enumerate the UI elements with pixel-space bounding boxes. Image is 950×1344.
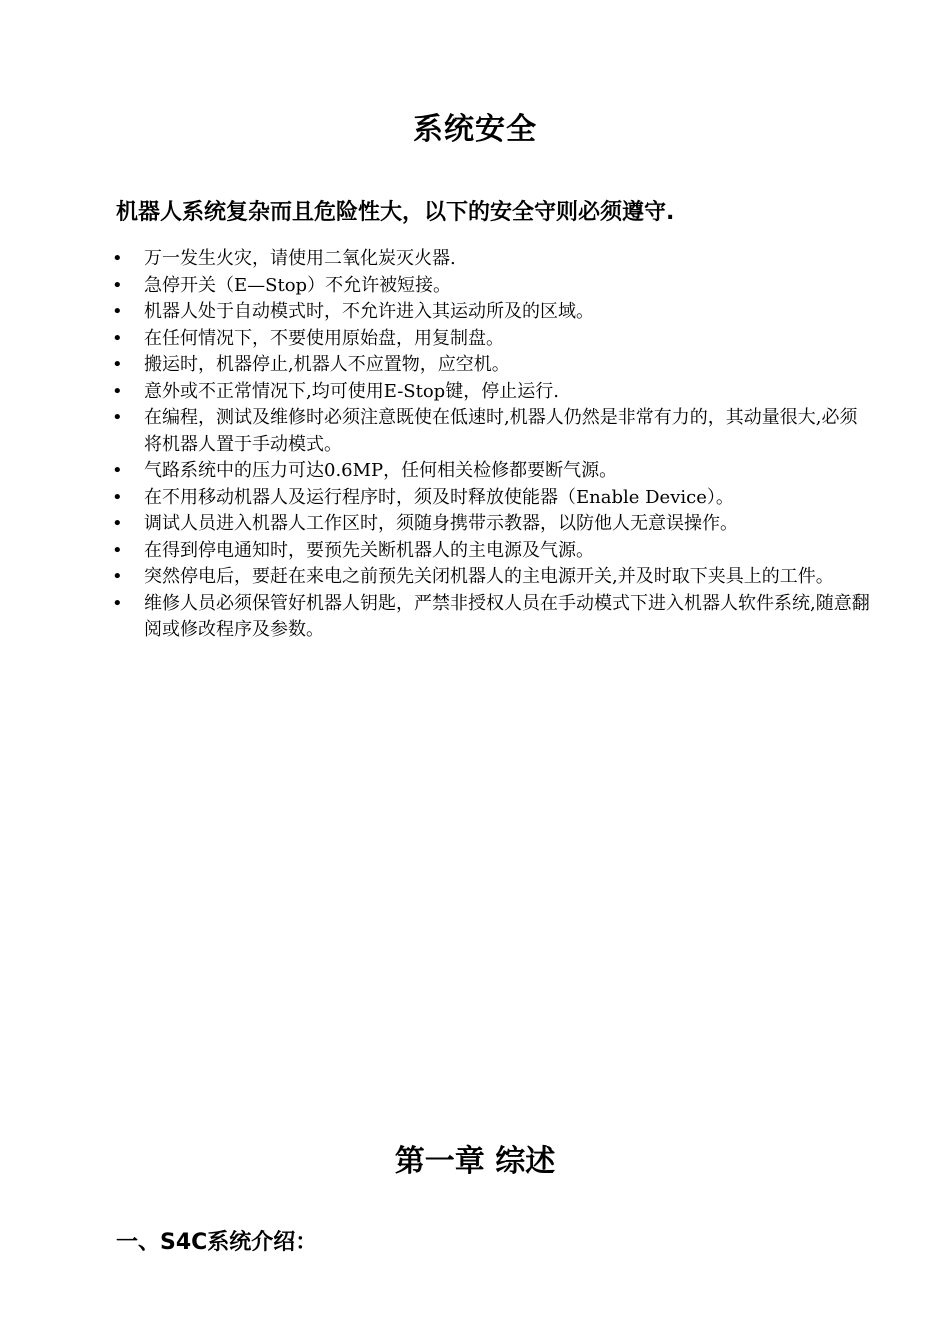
bullet-icon: • bbox=[112, 566, 123, 587]
safety-rule-item bbox=[112, 246, 872, 273]
page-title: 系统安全 bbox=[413, 112, 537, 147]
bullet-icon: • bbox=[112, 301, 123, 322]
bullet-icon: • bbox=[112, 327, 123, 349]
safety-rule-text: 在任何情况下，不要使用原始盘，用复制盘。 bbox=[144, 327, 504, 349]
bullet-icon: • bbox=[112, 354, 123, 375]
safety-rule-text: 急停开关（E—Stop）不允许被短接。 bbox=[144, 274, 452, 296]
safety-rules-list bbox=[112, 246, 872, 644]
safety-rule-text: 搬运时，机器停止,机器人不应置物，应空机。 bbox=[144, 354, 510, 375]
safety-rule-item bbox=[112, 485, 872, 512]
safety-rule-text: 在不用移动机器人及运行程序时，须及时释放使能器（Enable Device）。 bbox=[144, 486, 734, 508]
safety-intro: 机器人系统复杂而且危险性大，以下的安全守则必须遵守. bbox=[116, 200, 675, 225]
safety-rule-item bbox=[112, 299, 872, 326]
bullet-icon: • bbox=[112, 486, 123, 508]
safety-rule-text: 万一发生火灾，请使用二氧化炭灭火器. bbox=[144, 248, 456, 269]
safety-rule-item bbox=[112, 352, 872, 379]
safety-rule-item bbox=[112, 538, 872, 565]
safety-rule-text: 在编程，测试及维修时必须注意既使在低速时,机器人仍然是非常有力的，其动量很大,必须将机器人置于手动模式。 bbox=[144, 407, 858, 455]
safety-rule-text: 在得到停电通知时，要预先关断机器人的主电源及气源。 bbox=[144, 539, 594, 561]
bullet-icon: • bbox=[112, 513, 123, 534]
section-title: 一、S4C系统介绍： bbox=[116, 1230, 318, 1255]
safety-rule-text: 突然停电后，要赶在来电之前预先关闭机器人的主电源开关,并及时取下夹具上的工件。 bbox=[144, 566, 834, 587]
safety-rule-item bbox=[112, 458, 872, 485]
bullet-icon: • bbox=[112, 592, 123, 614]
bullet-icon: • bbox=[112, 407, 123, 428]
safety-rule-item bbox=[112, 591, 872, 644]
safety-rule-item bbox=[112, 273, 872, 300]
safety-rule-item bbox=[112, 511, 872, 538]
chapter-title: 第一章 综述 bbox=[394, 1144, 556, 1179]
bullet-icon: • bbox=[112, 248, 123, 269]
bullet-icon: • bbox=[112, 539, 123, 561]
bullet-icon: • bbox=[112, 274, 123, 296]
safety-rule-text: 气路系统中的压力可达0.6MP，任何相关检修都要断气源。 bbox=[144, 460, 618, 481]
safety-rule-text: 机器人处于自动模式时，不允许进入其运动所及的区域。 bbox=[144, 301, 594, 322]
bullet-icon: • bbox=[112, 460, 123, 481]
safety-rule-text: 调试人员进入机器人工作区时，须随身携带示教器，以防他人无意误操作。 bbox=[144, 513, 738, 534]
safety-rule-item bbox=[112, 405, 872, 458]
safety-rule-item bbox=[112, 564, 872, 591]
safety-rule-text: 意外或不正常情况下,均可使用E-Stop键，停止运行. bbox=[144, 380, 559, 402]
bullet-icon: • bbox=[112, 380, 123, 402]
safety-rule-item bbox=[112, 379, 872, 406]
safety-rule-text: 维修人员必须保管好机器人钥匙，严禁非授权人员在手动模式下进入机器人软件系统,随意翻阅或修改程序及参数。 bbox=[144, 592, 870, 640]
safety-rule-item bbox=[112, 326, 872, 353]
